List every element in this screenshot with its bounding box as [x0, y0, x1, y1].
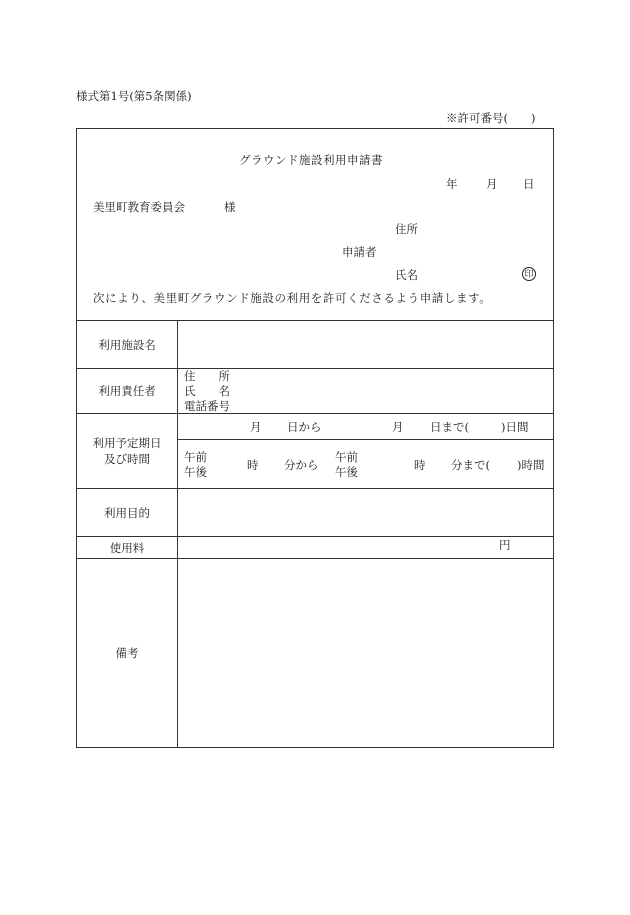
period-from: 日から [287, 420, 322, 434]
start-pm-label: 午後 [184, 465, 207, 479]
start-hour-label: 時 [247, 458, 259, 472]
start-from-label: 分から [284, 458, 319, 472]
end-am-label: 午前 [335, 450, 358, 464]
schedule-label-line2: 及び時間 [104, 452, 150, 466]
date-year: 年 [446, 177, 458, 191]
applicant-label: 申請者 [342, 245, 377, 259]
remarks-label: 備考 [115, 646, 139, 660]
addressee: 美里町教育委員会 [93, 200, 185, 214]
seal-mark: 印 [522, 267, 536, 281]
schedule-label-line1: 利用予定期日 [92, 436, 162, 450]
date-day: 日 [523, 177, 535, 191]
resp-phone-label: 電話番号 [184, 399, 230, 413]
request-text: 次により、美里町グラウンド施設の利用を許可くださるよう申請します。 [93, 291, 492, 305]
row-divider [177, 439, 554, 440]
purpose-field[interactable] [178, 489, 553, 535]
address-label: 住所 [395, 222, 418, 236]
row-divider [76, 368, 554, 369]
date-month: 月 [486, 177, 498, 191]
responsible-label: 利用責任者 [98, 384, 156, 398]
facility-label: 利用施設名 [98, 338, 156, 352]
name-label: 氏名 [395, 268, 418, 282]
form-number: 様式第1号(第5条関係) [76, 89, 192, 103]
facility-field[interactable] [178, 321, 553, 367]
period-month-start: 月 [250, 420, 262, 434]
fee-label: 使用料 [109, 541, 145, 555]
remarks-field[interactable] [178, 559, 553, 747]
end-until-label: 分まで( [451, 458, 490, 472]
hours-unit: )時間 [517, 458, 545, 472]
form-title: グラウンド施設利用申請書 [239, 153, 383, 167]
period-until: 日まで( [430, 420, 469, 434]
row-divider [76, 413, 554, 414]
purpose-label: 利用目的 [104, 506, 150, 520]
row-divider [76, 536, 554, 537]
end-pm-label: 午後 [335, 465, 358, 479]
permit-number: ※許可番号( ) [446, 111, 536, 125]
resp-address-label: 住 所 [184, 369, 230, 383]
start-am-label: 午前 [184, 450, 207, 464]
yen-unit: 円 [499, 538, 511, 552]
period-month-end: 月 [392, 420, 404, 434]
resp-name-label: 氏 名 [184, 384, 230, 398]
period-days-unit: )日間 [501, 420, 529, 434]
end-hour-label: 時 [414, 458, 426, 472]
honorific: 様 [224, 200, 236, 214]
